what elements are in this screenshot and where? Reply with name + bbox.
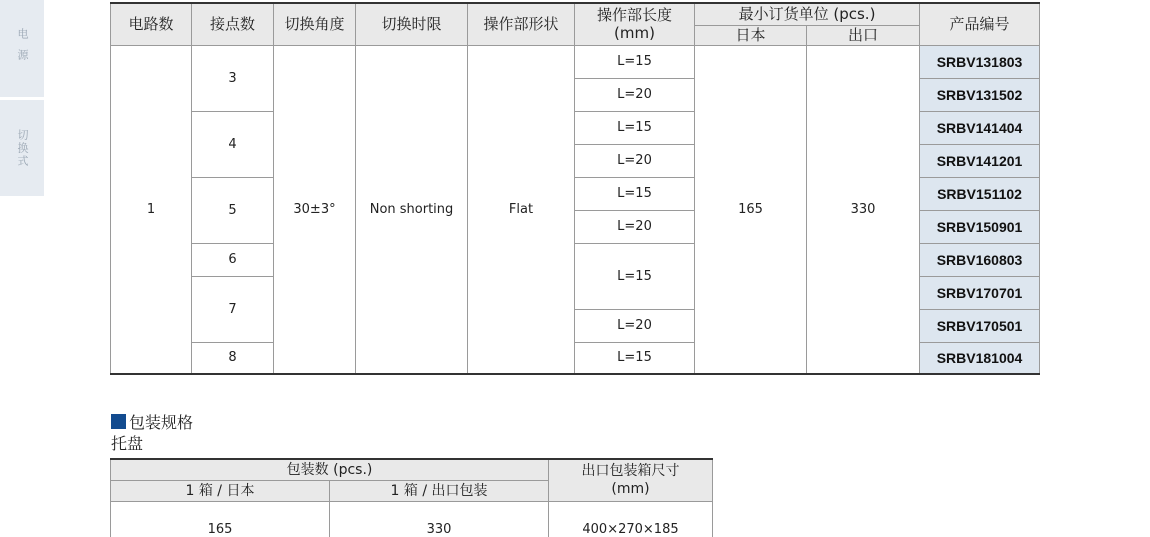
header-box-japan: 1 箱 / 日本 <box>111 480 330 501</box>
product-code-link[interactable]: SRBV141201 <box>920 144 1040 177</box>
header-moq-export: 出口 <box>807 25 920 45</box>
product-code-link[interactable]: SRBV151102 <box>920 177 1040 210</box>
header-product-code: 产品编号 <box>920 3 1040 45</box>
cell-contacts: 5 <box>192 177 274 243</box>
cell-carton-size: 400×270×185 <box>549 501 713 537</box>
header-switch-angle: 切换角度 <box>274 3 356 45</box>
cell-actuator-shape: Flat <box>468 45 575 374</box>
cell-length: L=15 <box>575 111 695 144</box>
header-moq-japan: 日本 <box>695 25 807 45</box>
cell-length: L=15 <box>575 45 695 78</box>
packaging-section-title <box>111 410 193 433</box>
header-carton-size: 出口包装箱尺寸 (mm) <box>549 459 713 501</box>
cell-switch-angle: 30±3° <box>274 45 356 374</box>
cell-length: L=20 <box>575 210 695 243</box>
side-tab-power-label: 电源 <box>16 27 29 70</box>
cell-contacts: 8 <box>192 342 274 374</box>
cell-circuits: 1 <box>111 45 192 374</box>
section-square-icon <box>111 414 126 429</box>
cell-pack-japan: 165 <box>111 501 330 537</box>
header-contacts: 接点数 <box>192 3 274 45</box>
cell-length: L=15 <box>575 342 695 374</box>
spec-table <box>110 2 1040 375</box>
cell-moq-export: 330 <box>807 45 920 374</box>
header-actuator-shape: 操作部形状 <box>468 3 575 45</box>
side-tab-power[interactable] <box>0 0 44 97</box>
product-code-link[interactable]: SRBV131803 <box>920 45 1040 78</box>
product-code-link[interactable]: SRBV150901 <box>920 210 1040 243</box>
cell-contacts: 6 <box>192 243 274 276</box>
cell-length: L=15 <box>575 177 695 210</box>
header-circuits: 电路数 <box>111 3 192 45</box>
packaging-subtitle: 托盘 <box>111 434 144 453</box>
cell-switch-timing: Non shorting <box>356 45 468 374</box>
cell-moq-japan: 165 <box>695 45 807 374</box>
side-tab-switch[interactable] <box>0 100 44 196</box>
packaging-title-text: 包装规格 <box>129 413 194 432</box>
cell-length: L=15 <box>575 243 695 309</box>
cell-pack-export: 330 <box>330 501 549 537</box>
header-switch-timing: 切换时限 <box>356 3 468 45</box>
header-moq: 最小订货单位 (pcs.) <box>695 3 920 25</box>
packaging-table <box>110 458 713 537</box>
product-code-link[interactable]: SRBV170701 <box>920 276 1040 309</box>
product-code-link[interactable]: SRBV131502 <box>920 78 1040 111</box>
cell-length: L=20 <box>575 144 695 177</box>
product-code-link[interactable]: SRBV160803 <box>920 243 1040 276</box>
cell-contacts: 7 <box>192 276 274 342</box>
cell-contacts: 3 <box>192 45 274 111</box>
cell-contacts: 4 <box>192 111 274 177</box>
cell-length: L=20 <box>575 78 695 111</box>
header-actuator-length: 操作部长度 (mm) <box>575 3 695 45</box>
product-code-link[interactable]: SRBV181004 <box>920 342 1040 374</box>
header-box-export: 1 箱 / 出口包装 <box>330 480 549 501</box>
product-code-link[interactable]: SRBV170501 <box>920 309 1040 342</box>
side-tab-switch-label: 切换式 <box>16 128 29 168</box>
header-pack-qty: 包装数 (pcs.) <box>111 459 549 480</box>
product-code-link[interactable]: SRBV141404 <box>920 111 1040 144</box>
cell-length: L=20 <box>575 309 695 342</box>
